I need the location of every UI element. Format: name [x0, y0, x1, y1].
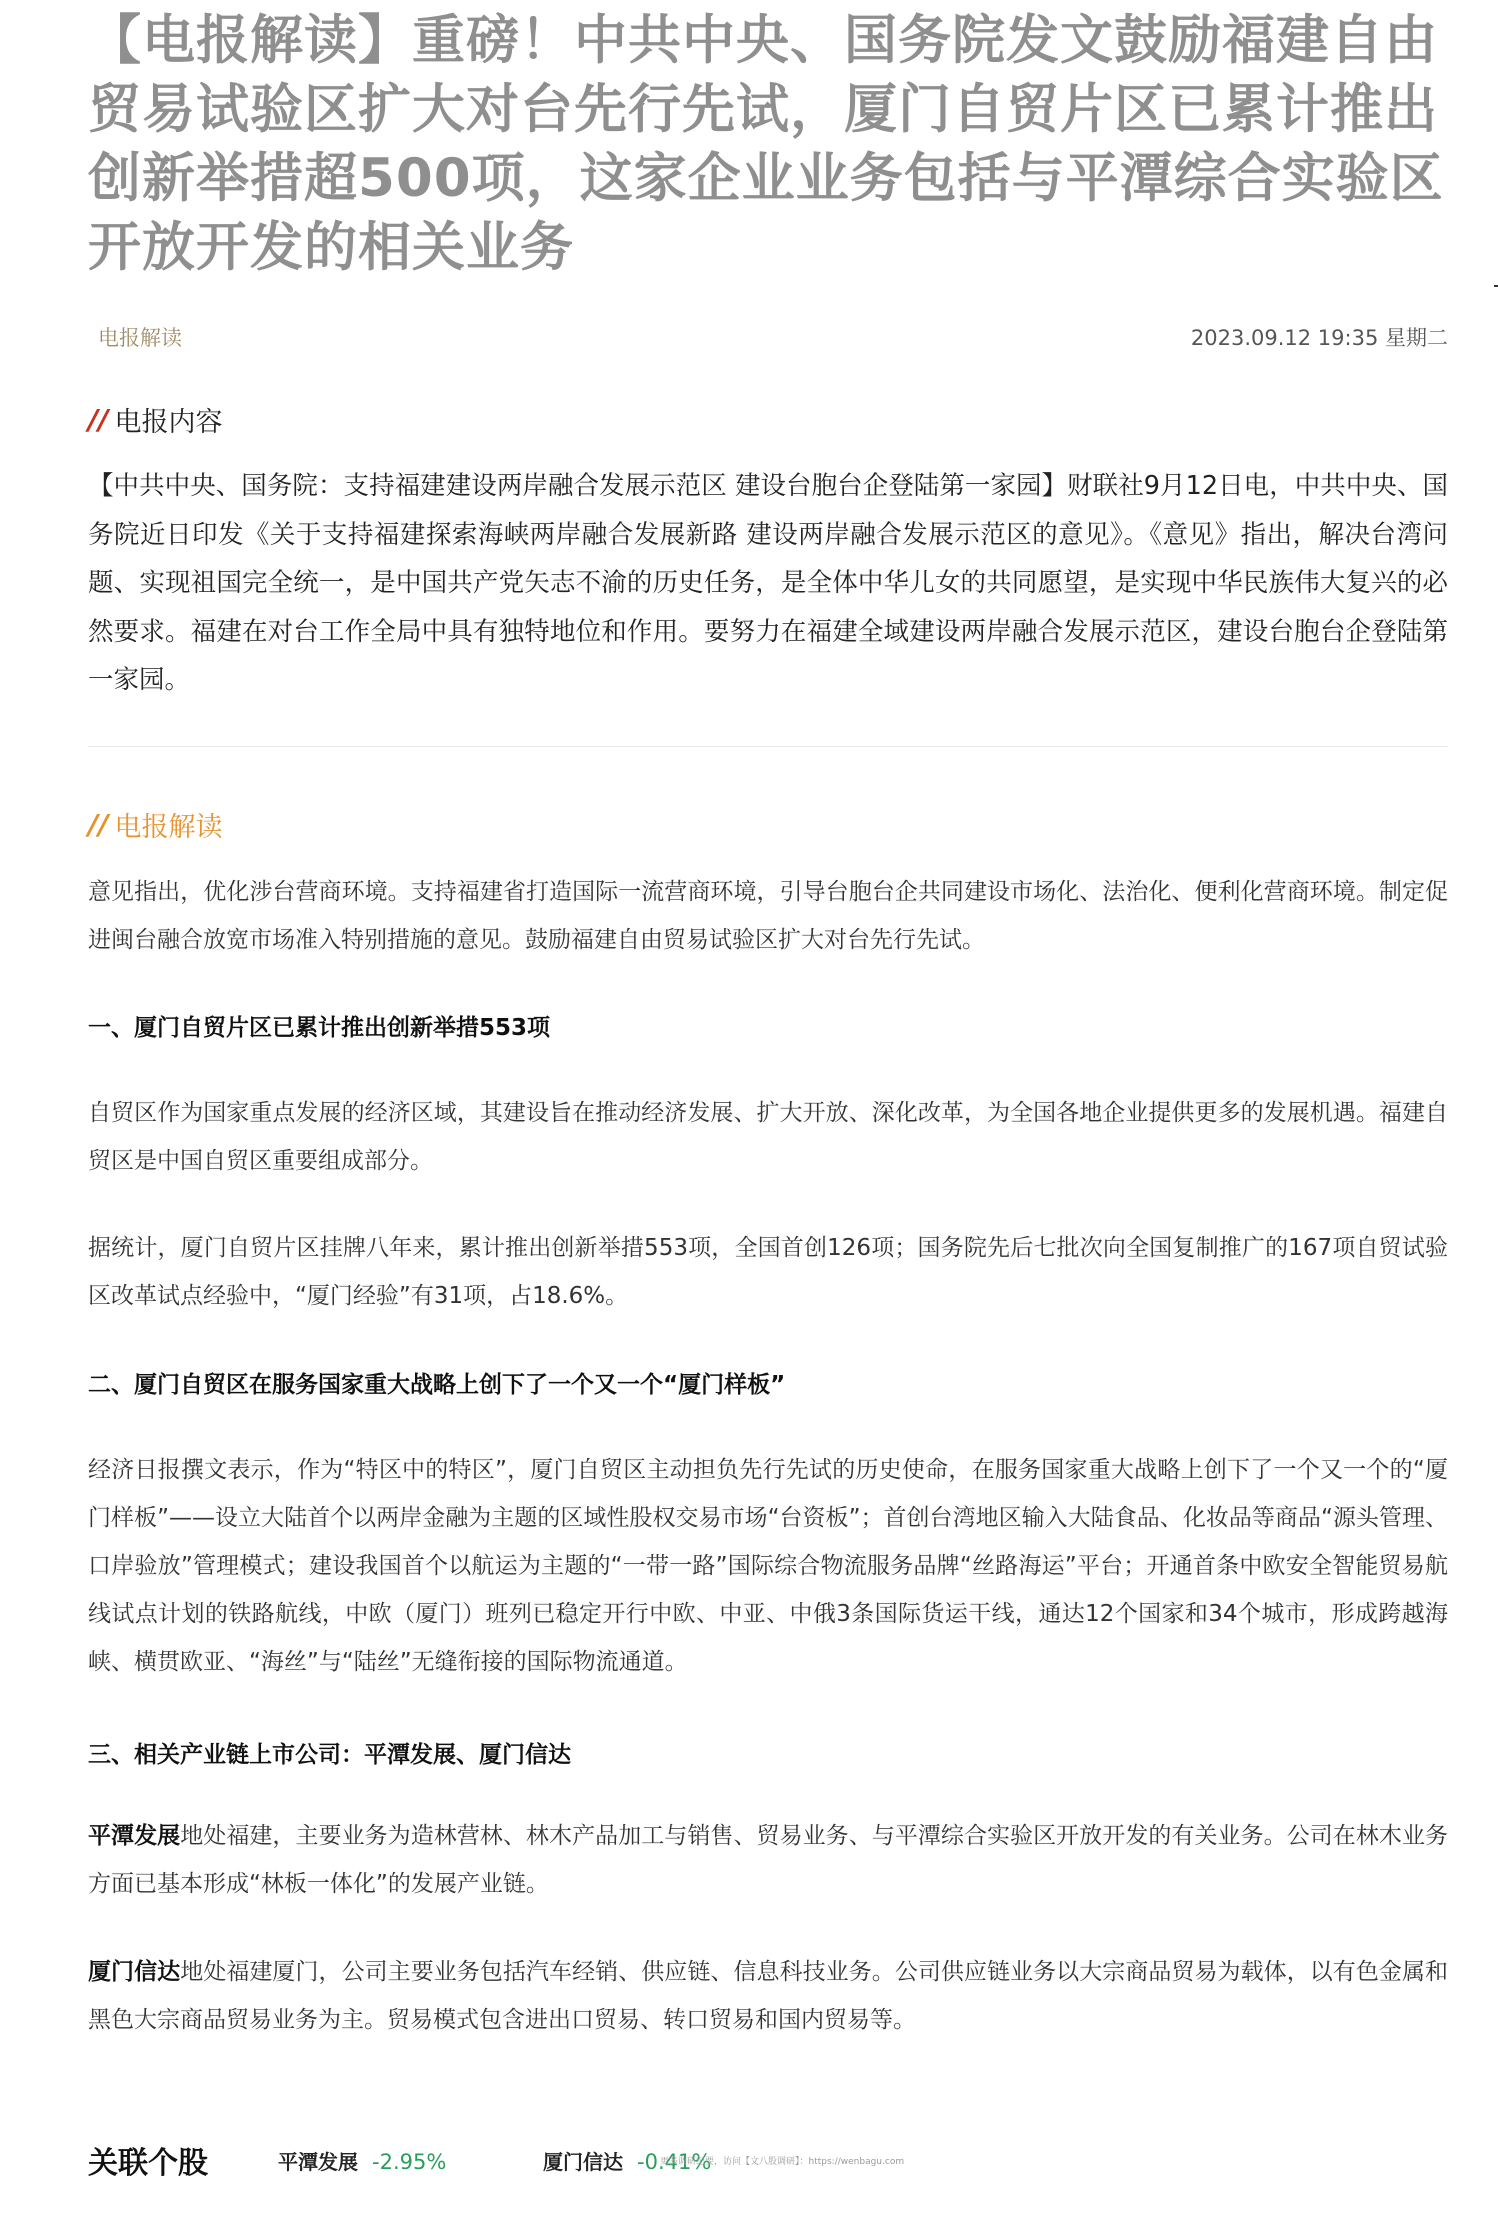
company-1-name: 平潭发展	[88, 1823, 181, 1849]
stock-item[interactable]	[278, 2146, 446, 2175]
company-2-name: 厦门信达	[88, 1959, 181, 1985]
company-1-description: 地处福建，主要业务为造林营林、林木产品加工与销售、贸易业务、与平潭综合实验区开放开发的有关业务。公司在林木业务方面已基本形成“林板一体化”的发展产业链。	[88, 1823, 1449, 1897]
publish-time: 2023.09.12 19:35 星期二	[1190, 326, 1448, 350]
part2-paragraph-1: 经济日报撰文表示，作为“特区中的特区”，厦门自贸区主动担负先行先试的历史使命，在服务国家重大战略上创下了一个又一个的“厦门样板”——设立大陆首个以两岸金融为主题的区域性股权交易市场“台资板”；首创台湾地区输入大陆食品、化妆品等商品“源头管理、口岸验放”管理模式；建设我国首个以航运为主题的“一带一路”国际综合物流服务品牌“丝路海运”平台；开通首条中欧安全智能贸易航线试点计划的铁路航线，中欧（厦门）班列已稳定开行中欧、中亚、中俄3条国际货运干线，通达12个国家和34个城市，形成跨越海峡、横贯欧亚、“海丝”与“陆丝”无缝衔接的国际物流通道。	[88, 1457, 1448, 1675]
part1-paragraph-1: 自贸区作为国家重点发展的经济区域，其建设旨在推动经济发展、扩大开放、深化改革，为全国各地企业提供更多的发展机遇。福建自贸区是中国自贸区重要组成部分。	[88, 1100, 1448, 1174]
company-2-paragraph	[88, 1948, 1448, 2044]
article-meta	[88, 322, 1448, 352]
stock-name: 平潭发展	[278, 2150, 358, 2174]
company-2-description: 地处福建厦门，公司主要业务包括汽车经销、供应链、信息科技业务。公司供应链业务以大宗商品贸易为载体，以有色金属和黑色大宗商品贸易业务为主。贸易模式包含进出口贸易、转口贸易和国内贸易等。	[88, 1959, 1449, 2033]
part1-paragraph-2: 据统计，厦门自贸片区挂牌八年来，累计推出创新举措553项，全国首创126项；国务院先后七批次向全国复制推广的167项自贸试验区改革试点经验中，“厦门经验”有31项，占18.6%。	[88, 1235, 1448, 1309]
part1-title: 一、厦门自贸片区已累计推出创新举措553项	[88, 1015, 551, 1041]
stock-change: -2.95%	[372, 2150, 447, 2174]
stock-name: 厦门信达	[543, 2150, 623, 2174]
telegram-content: 【中共中央、国务院：支持福建建设两岸融合发展示范区 建设台胞台企登陆第一家园】财联社9月12日电，中共中央、国务院近日印发《关于支持福建探索海峡两岸融合发展新路 建设两岸融合发展示范区的意见》。《意见》指出，解决台湾问题、实现祖国完全统一，是中国共产党矢志不渝的历史任务，是全体中华儿女的共同愿望，是实现中华民族伟大复兴的必然要求。福建在对台工作全局中具有独特地位和作用。要努力在福建全域建设两岸融合发展示范区，建设台胞台企登陆第一家园。	[88, 471, 1448, 695]
related-stocks-title: 关联个股	[88, 2146, 208, 2181]
divider	[88, 746, 1448, 747]
category-tag[interactable]: 电报解读	[98, 326, 182, 350]
telegram-section-heading	[88, 400, 222, 439]
company-1-paragraph	[88, 1812, 1448, 1908]
article-title: 【电报解读】重磅！中共中央、国务院发文鼓励福建自由贸易试验区扩大对台先行先试，厦门自贸片区已累计推出创新举措超500项，这家企业业务包括与平潭综合实验区开放开发的相关业务	[88, 10, 1444, 278]
double-slash-icon: //	[88, 808, 109, 841]
watermark-text: 更多调研纪要，访问【文八股调研】：https://wenbagu.com	[660, 2157, 905, 2167]
analysis-intro: 意见指出，优化涉台营商环境。支持福建省打造国际一流营商环境，引导台胞台企共同建设市场化、法治化、便利化营商环境。制定促进闽台融合放宽市场准入特别措施的意见。鼓励福建自由贸易试验区扩大对台先行先试。	[88, 879, 1448, 953]
stock-change: -0.41%	[637, 2150, 712, 2174]
double-slash-icon: //	[88, 403, 109, 436]
analysis-section-heading	[88, 805, 222, 844]
part3-title: 三、相关产业链上市公司：平潭发展、厦门信达	[88, 1742, 571, 1768]
telegram-section-label: 电报内容	[114, 407, 223, 438]
analysis-section-label: 电报解读	[114, 812, 223, 843]
part2-title: 二、厦门自贸区在服务国家重大战略上创下了一个又一个“厦门样板”	[88, 1372, 786, 1398]
edge-mark	[1494, 285, 1498, 287]
